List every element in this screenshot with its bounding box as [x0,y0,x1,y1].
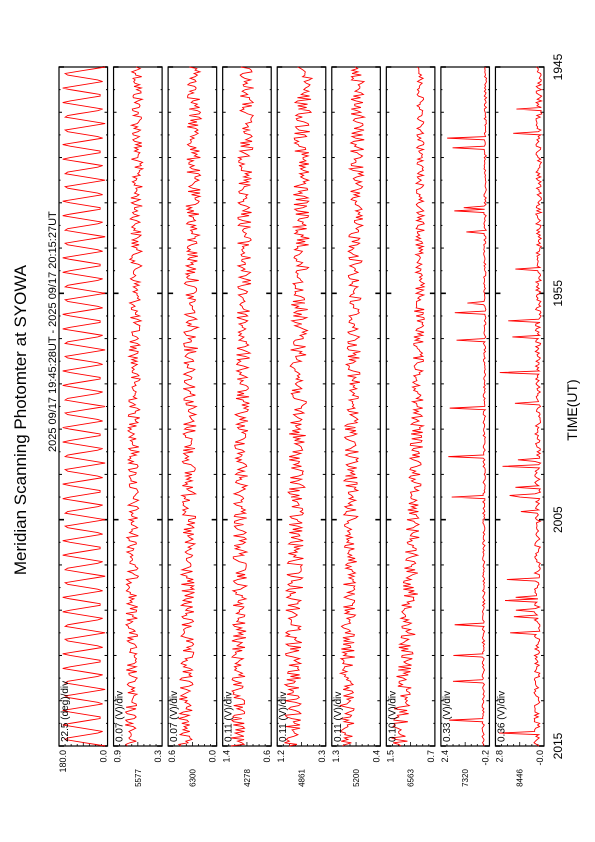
data-trace [125,67,143,746]
x-tick-label: 2005 [551,506,565,534]
time-range: 2025 09/17 19:45:28UT - 2025 09/17 20:15:27UT [47,211,59,452]
channel-label: 4278 [242,769,252,787]
panel-4 [222,67,273,787]
scale-label: 0.07 (V)/div [114,690,126,742]
scale-label: 22.5 (deg)/div [60,680,71,742]
panel-frame [59,67,108,746]
channel-label: 6563 [406,769,416,787]
value-tick-label-low: -0.0 [535,750,545,766]
data-trace [63,67,105,746]
scale-label: 0.11 (V)/div [278,691,290,742]
scale-label: 0.11 (V)/div [332,691,344,742]
channel-label: 7320 [461,769,471,787]
value-tick-label-high: 2.8 [494,750,505,763]
panel-3 [167,67,218,787]
value-tick-label-high: 2.4 [439,750,450,763]
value-tick-label-low: 0.7 [425,750,436,763]
x-tick-label: 1955 [551,279,565,307]
x-axis-label: TIME(UT) [564,379,580,441]
scale-label: 0.11 (V)/div [223,691,235,742]
panel-1 [58,67,109,773]
value-tick-label-high: 0.6 [167,750,178,763]
value-tick-label-low: 0.3 [316,750,327,763]
panel-frame [386,67,435,746]
panel-9 [494,67,545,787]
value-tick-label-low: 0.6 [262,750,273,763]
data-trace [447,67,486,746]
panel-frame [332,67,381,746]
channel-label: 4861 [297,769,307,787]
value-tick-label-high: 1.2 [276,750,287,763]
panel-frame [495,67,544,746]
x-tick-label: 1945 [551,53,565,81]
panel-frame [114,67,163,746]
panel-6 [331,67,382,787]
value-tick-label-high: 0.9 [112,750,123,763]
scale-label: 0.36 (V)/div [496,690,508,742]
data-trace [231,67,254,746]
value-tick-label-low: 0.3 [153,750,164,763]
channel-label: 8446 [515,769,525,787]
chart-title: Meridian Scanning Photomter at SYOWA [11,264,30,576]
channel-label: 6300 [188,769,198,787]
value-tick-label-high: 180.0 [58,750,68,773]
data-trace [340,67,365,746]
channel-label: 5200 [352,769,362,787]
value-tick-label-low: -0.2 [480,750,491,766]
data-trace [179,67,202,746]
value-tick-label-low: 0.4 [371,750,382,763]
data-trace [285,67,312,746]
scale-label: 0.33 (V)/div [441,690,453,742]
data-trace [499,67,542,746]
value-tick-label-low: 0.0 [98,750,109,763]
value-tick-label-high: 1.4 [221,750,232,763]
scale-label: 0.10 (V)/div [387,690,399,742]
value-tick-label-high: 1.3 [330,750,341,763]
channel-label: 5577 [133,769,143,787]
x-tick-labels [551,53,565,759]
panel-2 [113,67,164,787]
data-trace [392,67,425,746]
value-tick-label-low: 0.0 [207,750,218,763]
panels-group [58,67,545,787]
x-tick-label: 2015 [551,732,565,760]
panel-8 [440,67,491,787]
value-tick-label-high: 1.5 [385,750,396,763]
scale-label: 0.07 (V)/div [169,690,181,742]
panel-5 [276,67,327,787]
panel-7 [385,67,436,787]
